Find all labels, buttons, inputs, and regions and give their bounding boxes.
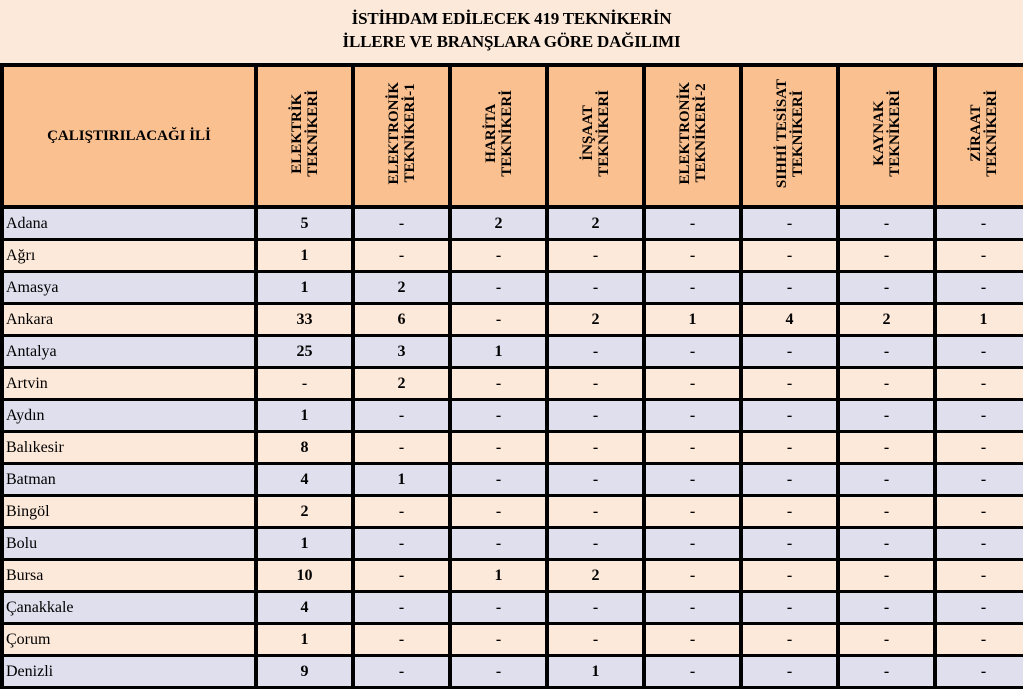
city-cell: Bolu xyxy=(2,528,256,560)
table-row xyxy=(2,592,1023,624)
count-cell: 2 xyxy=(450,207,547,240)
count-cell: - xyxy=(838,272,935,304)
header-line-1: İNŞAAT xyxy=(579,105,596,162)
count-cell: - xyxy=(935,592,1023,624)
count-cell: 1 xyxy=(644,304,741,336)
count-cell: 1 xyxy=(256,272,353,304)
table-row xyxy=(2,560,1023,592)
column-header-elektrik xyxy=(256,65,353,207)
count-cell: - xyxy=(935,336,1023,368)
count-cell: - xyxy=(935,496,1023,528)
count-cell: - xyxy=(741,496,838,528)
count-cell: - xyxy=(547,400,644,432)
count-cell: - xyxy=(838,368,935,400)
count-cell: - xyxy=(838,592,935,624)
count-cell: - xyxy=(935,624,1023,656)
column-header-elektronik-2 xyxy=(644,65,741,207)
count-cell: - xyxy=(935,464,1023,496)
count-cell: - xyxy=(741,464,838,496)
count-cell: 6 xyxy=(353,304,450,336)
city-cell: Ağrı xyxy=(2,240,256,272)
count-cell: - xyxy=(838,240,935,272)
count-cell: - xyxy=(741,240,838,272)
header-line-1: ELEKTRONİK xyxy=(676,82,693,185)
count-cell: - xyxy=(644,528,741,560)
table-row xyxy=(2,624,1023,656)
count-cell: - xyxy=(353,560,450,592)
table-row xyxy=(2,400,1023,432)
count-cell: - xyxy=(644,272,741,304)
header-line-2: TEKNİKERİ xyxy=(886,90,903,177)
city-cell: Bursa xyxy=(2,560,256,592)
city-cell: Denizli xyxy=(2,656,256,688)
count-cell: 2 xyxy=(353,368,450,400)
count-cell: - xyxy=(838,560,935,592)
header-line-2: TEKNİKERİ xyxy=(789,90,806,177)
count-cell: - xyxy=(741,368,838,400)
count-cell: - xyxy=(838,464,935,496)
count-cell: - xyxy=(644,336,741,368)
count-cell: - xyxy=(935,432,1023,464)
column-header-sihhi-tesisat xyxy=(741,65,838,207)
count-cell: - xyxy=(450,528,547,560)
table-row xyxy=(2,272,1023,304)
count-cell: - xyxy=(450,240,547,272)
count-cell: - xyxy=(450,624,547,656)
count-cell: - xyxy=(838,528,935,560)
table-row xyxy=(2,464,1023,496)
city-cell: Çorum xyxy=(2,624,256,656)
count-cell: 33 xyxy=(256,304,353,336)
count-cell: 25 xyxy=(256,336,353,368)
column-header-harita xyxy=(450,65,547,207)
table-row xyxy=(2,304,1023,336)
count-cell: - xyxy=(838,336,935,368)
count-cell: - xyxy=(741,336,838,368)
city-cell: Antalya xyxy=(2,336,256,368)
count-cell: - xyxy=(450,368,547,400)
count-cell: - xyxy=(450,432,547,464)
count-cell: 1 xyxy=(353,464,450,496)
count-cell: - xyxy=(935,560,1023,592)
count-cell: 4 xyxy=(256,464,353,496)
count-cell: - xyxy=(741,624,838,656)
table-body xyxy=(2,207,1023,688)
count-cell: - xyxy=(450,464,547,496)
count-cell: - xyxy=(547,592,644,624)
column-header-kaynak xyxy=(838,65,935,207)
count-cell: 3 xyxy=(353,336,450,368)
count-cell: - xyxy=(935,400,1023,432)
city-header-label: ÇALIŞTIRILACAĞI İLİ xyxy=(47,127,211,144)
count-cell: - xyxy=(935,207,1023,240)
technician-distribution-table xyxy=(0,63,1023,689)
column-header-insaat xyxy=(547,65,644,207)
count-cell: - xyxy=(644,432,741,464)
table-row xyxy=(2,336,1023,368)
table-row xyxy=(2,432,1023,464)
count-cell: - xyxy=(741,400,838,432)
count-cell: 10 xyxy=(256,560,353,592)
count-cell: 1 xyxy=(256,400,353,432)
count-cell: - xyxy=(741,207,838,240)
header-line-1: KAYNAK xyxy=(870,100,887,167)
count-cell: - xyxy=(547,336,644,368)
count-cell: 1 xyxy=(256,624,353,656)
count-cell: 2 xyxy=(547,304,644,336)
count-cell: - xyxy=(838,624,935,656)
count-cell: - xyxy=(450,656,547,688)
city-cell: Amasya xyxy=(2,272,256,304)
count-cell: - xyxy=(353,496,450,528)
table-row xyxy=(2,207,1023,240)
count-cell: - xyxy=(644,560,741,592)
count-cell: 1 xyxy=(450,336,547,368)
count-cell: - xyxy=(353,624,450,656)
count-cell: - xyxy=(644,207,741,240)
city-cell: Çanakkale xyxy=(2,592,256,624)
count-cell: - xyxy=(838,432,935,464)
count-cell: 1 xyxy=(256,528,353,560)
city-cell: Artvin xyxy=(2,368,256,400)
count-cell: - xyxy=(547,272,644,304)
header-line-2: TEKNİKERİ xyxy=(983,90,1000,177)
count-cell: - xyxy=(353,207,450,240)
count-cell: 1 xyxy=(450,560,547,592)
count-cell: - xyxy=(644,496,741,528)
count-cell: 2 xyxy=(547,560,644,592)
header-line-2: TEKNİKERİ xyxy=(595,90,612,177)
count-cell: - xyxy=(353,592,450,624)
city-cell: Aydın xyxy=(2,400,256,432)
count-cell: - xyxy=(644,400,741,432)
count-cell: 4 xyxy=(741,304,838,336)
count-cell: - xyxy=(741,656,838,688)
count-cell: - xyxy=(741,432,838,464)
header-line-1: HARİTA xyxy=(482,104,499,163)
count-cell: - xyxy=(741,272,838,304)
count-cell: - xyxy=(644,368,741,400)
header-line-1: ZİRAAT xyxy=(967,104,984,163)
count-cell: - xyxy=(935,656,1023,688)
count-cell: - xyxy=(935,368,1023,400)
count-cell: 1 xyxy=(547,656,644,688)
column-header-ziraat xyxy=(935,65,1023,207)
count-cell: - xyxy=(838,400,935,432)
count-cell: 8 xyxy=(256,432,353,464)
column-header-elektronik-1 xyxy=(353,65,450,207)
count-cell: 2 xyxy=(256,496,353,528)
count-cell: - xyxy=(644,624,741,656)
count-cell: - xyxy=(353,400,450,432)
header-line-1: SIHHİ TESİSAT xyxy=(773,78,790,189)
header-line-2: TEKNİKERİ-2 xyxy=(692,83,709,184)
count-cell: - xyxy=(547,624,644,656)
header-line-2: TEKNİKERİ-1 xyxy=(401,83,418,184)
count-cell: - xyxy=(644,240,741,272)
count-cell: 5 xyxy=(256,207,353,240)
count-cell: 1 xyxy=(256,240,353,272)
count-cell: - xyxy=(838,656,935,688)
count-cell: 2 xyxy=(838,304,935,336)
count-cell: 2 xyxy=(353,272,450,304)
count-cell: - xyxy=(353,432,450,464)
count-cell: - xyxy=(644,656,741,688)
city-cell: Batman xyxy=(2,464,256,496)
count-cell: - xyxy=(256,368,353,400)
title-line-1: İSTİHDAM EDİLECEK 419 TEKNİKERİN xyxy=(351,9,672,28)
count-cell: - xyxy=(741,592,838,624)
count-cell: - xyxy=(450,272,547,304)
count-cell: - xyxy=(353,528,450,560)
table-header-row xyxy=(2,65,1023,207)
count-cell: 1 xyxy=(935,304,1023,336)
header-line-1: ELEKTRİK xyxy=(288,93,305,174)
count-cell: - xyxy=(935,240,1023,272)
count-cell: - xyxy=(547,528,644,560)
count-cell: - xyxy=(935,272,1023,304)
count-cell: 9 xyxy=(256,656,353,688)
count-cell: 2 xyxy=(547,207,644,240)
table-row xyxy=(2,240,1023,272)
city-cell: Balıkesir xyxy=(2,432,256,464)
count-cell: - xyxy=(741,528,838,560)
count-cell: - xyxy=(741,560,838,592)
count-cell: - xyxy=(450,400,547,432)
city-cell: Bingöl xyxy=(2,496,256,528)
count-cell: - xyxy=(450,592,547,624)
count-cell: - xyxy=(547,496,644,528)
count-cell: - xyxy=(644,464,741,496)
header-line-1: ELEKTRONİK xyxy=(385,82,402,185)
city-cell: Ankara xyxy=(2,304,256,336)
table-row xyxy=(2,656,1023,688)
count-cell: - xyxy=(547,464,644,496)
table-row xyxy=(2,528,1023,560)
header-line-2: TEKNİKERİ xyxy=(304,90,321,177)
count-cell: - xyxy=(935,528,1023,560)
count-cell: - xyxy=(547,240,644,272)
count-cell: - xyxy=(838,207,935,240)
city-column-header xyxy=(2,65,256,207)
header-line-2: TEKNİKERİ xyxy=(498,90,515,177)
document-title xyxy=(0,0,1023,63)
title-line-2: İLLERE VE BRANŞLARA GÖRE DAĞILIMI xyxy=(342,32,681,51)
table-row xyxy=(2,368,1023,400)
count-cell: - xyxy=(838,496,935,528)
count-cell: - xyxy=(547,368,644,400)
count-cell: - xyxy=(353,240,450,272)
count-cell: 4 xyxy=(256,592,353,624)
table-row xyxy=(2,496,1023,528)
count-cell: - xyxy=(644,592,741,624)
city-cell: Adana xyxy=(2,207,256,240)
count-cell: - xyxy=(353,656,450,688)
count-cell: - xyxy=(547,432,644,464)
count-cell: - xyxy=(450,304,547,336)
count-cell: - xyxy=(450,496,547,528)
